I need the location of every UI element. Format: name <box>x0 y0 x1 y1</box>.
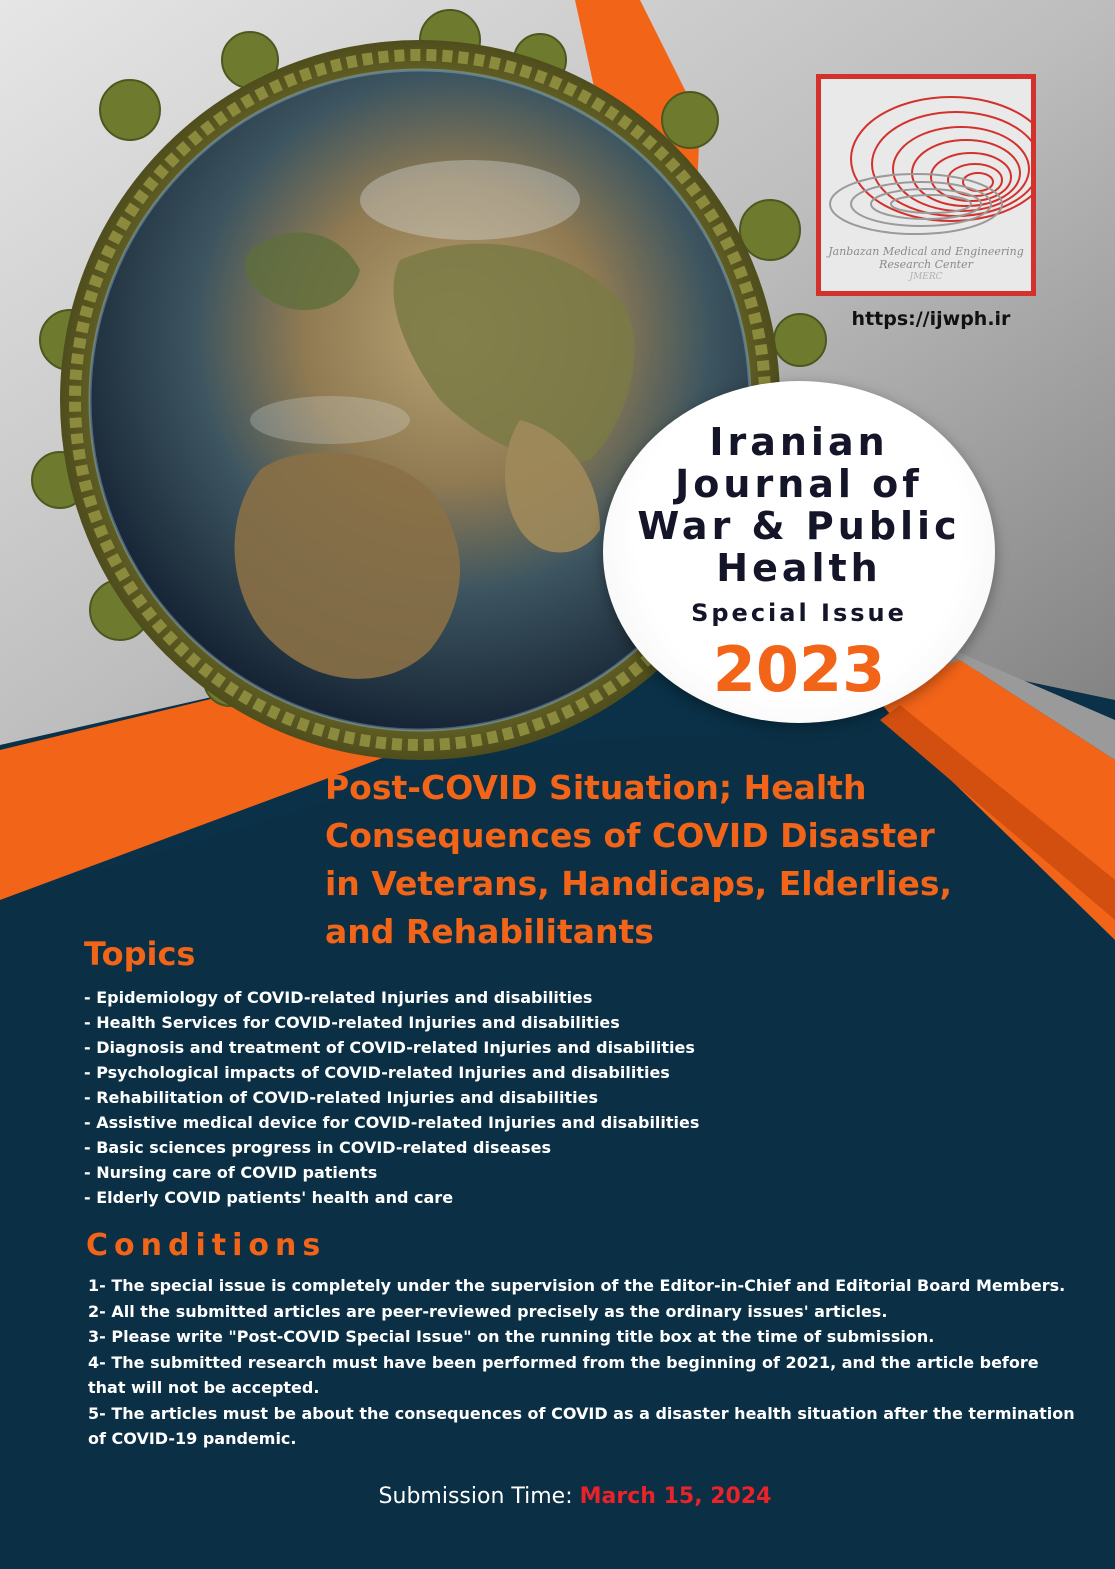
condition-item: 1- The special issue is completely under the supervision of the Editor-in-Chief and Editorial Board Members. <box>88 1276 1066 1295</box>
topic-item: - Assistive medical device for COVID-related Injuries and disabilities <box>84 1113 700 1132</box>
issue-year: 2023 <box>712 633 886 706</box>
topics-list <box>84 985 699 1210</box>
headline-line4: and Rehabilitants <box>325 912 654 951</box>
journal-title-line1: Iranian <box>709 420 889 464</box>
logo <box>816 74 1036 296</box>
journal-url-link[interactable]: https://ijwph.ir <box>851 308 1011 330</box>
topic-item: - Epidemiology of COVID-related Injuries and disabilities <box>84 988 593 1007</box>
topic-item: - Diagnosis and treatment of COVID-related Injuries and disabilities <box>84 1038 695 1057</box>
logo-org-line2: Research Center <box>879 258 973 271</box>
journal-title-line4: Health <box>716 546 882 590</box>
journal-title-line3: War & Public <box>637 504 961 548</box>
condition-item: 4- The submitted research must have been performed from the beginning of 2021, and the article before that will not be accepted. <box>88 1352 1039 1397</box>
headline <box>325 764 1045 956</box>
submission-label: Submission Time: <box>378 1484 573 1509</box>
logo-org-line1: Janbazan Medical and Engineering <box>828 245 1024 258</box>
headline-line1: Post-COVID Situation; Health <box>325 768 867 807</box>
condition-item: 5- The articles must be about the consequences of COVID as a disaster health situation after the termination of COVID-19 pandemic. <box>88 1403 1075 1448</box>
topic-item: - Nursing care of COVID patients <box>84 1163 378 1182</box>
headline-line3: in Veterans, Handicaps, Elderlies, <box>325 864 953 903</box>
conditions-heading: Conditions <box>86 1228 327 1263</box>
logo-org-name <box>821 245 1031 284</box>
topic-item: - Elderly COVID patients' health and care <box>84 1188 454 1207</box>
journal-title-line2: Journal of <box>675 462 923 506</box>
topics-heading: Topics <box>84 935 196 973</box>
logo-org-line3: JMERC <box>909 272 943 282</box>
condition-item: 2- All the submitted articles are peer-reviewed precisely as the ordinary issues' articles. <box>88 1301 888 1321</box>
headline-line2: Consequences of COVID Disaster <box>325 816 935 855</box>
topic-item: - Psychological impacts of COVID-related Injuries and disabilities <box>84 1063 670 1082</box>
special-issue-label: Special Issue <box>691 599 907 627</box>
condition-item: 3- Please write "Post-COVID Special Issue" on the running title box at the time of submission. <box>88 1327 935 1346</box>
journal-title-badge <box>603 381 995 723</box>
topic-item: - Basic sciences progress in COVID-related diseases <box>84 1138 552 1157</box>
topic-item: - Health Services for COVID-related Injuries and disabilities <box>84 1013 620 1032</box>
conditions-list <box>88 1273 1078 1452</box>
journal-title <box>603 421 995 589</box>
submission-date: March 15, 2024 <box>579 1484 772 1509</box>
submission-time <box>0 1484 1115 1509</box>
topic-item: - Rehabilitation of COVID-related Injuries and disabilities <box>84 1088 598 1107</box>
